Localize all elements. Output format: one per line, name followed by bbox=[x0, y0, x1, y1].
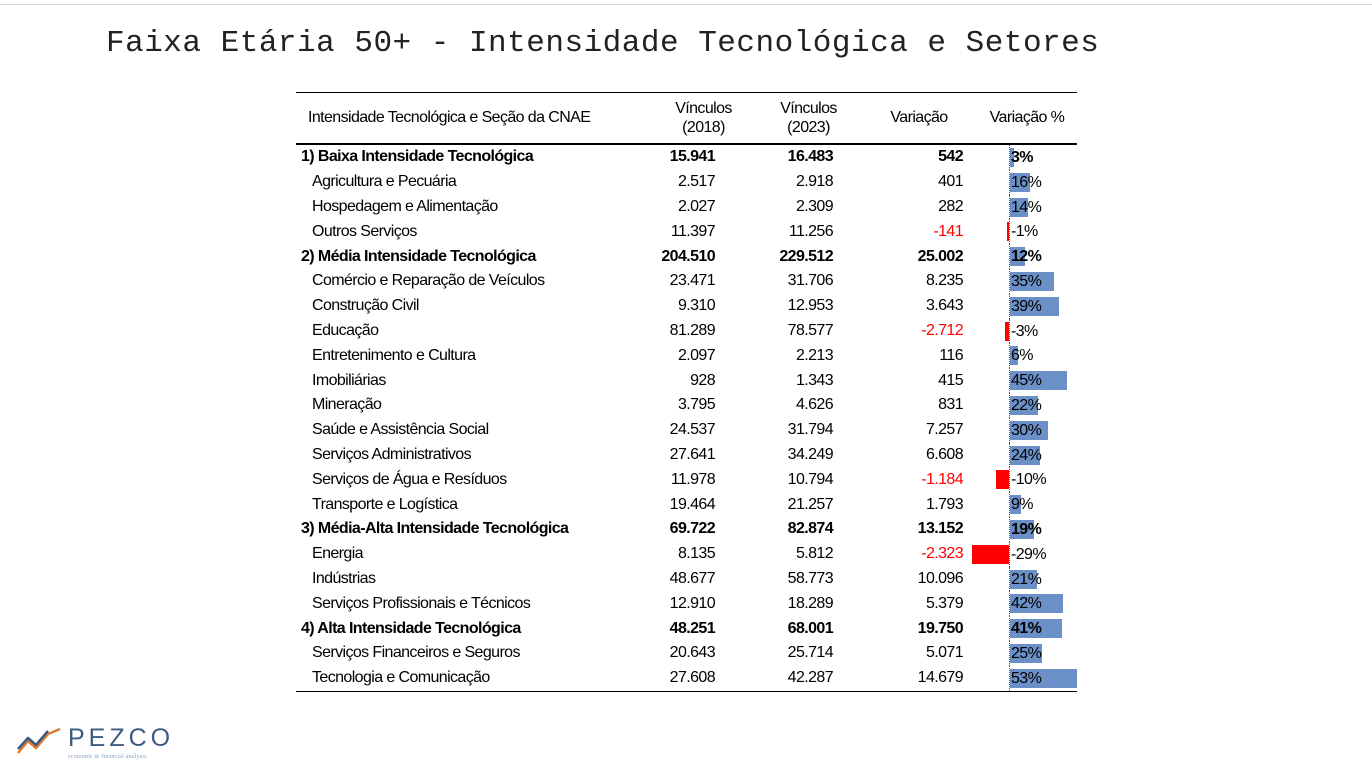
table-row bbox=[296, 343, 1077, 368]
vinculos-2018-value: 69.722 bbox=[669, 520, 715, 538]
variacao-value: -1.184 bbox=[921, 470, 963, 488]
sector-name: Mineração bbox=[312, 396, 382, 414]
sector-name: Entretenimento e Cultura bbox=[312, 346, 476, 364]
vinculos-2018-value: 2.027 bbox=[677, 197, 715, 215]
bar-zero-axis bbox=[1009, 219, 1010, 244]
variacao-value: 1.793 bbox=[925, 495, 963, 513]
group-row bbox=[296, 517, 1077, 542]
variacao-pct-cell bbox=[977, 343, 1077, 368]
variacao-pct-label: -1% bbox=[1011, 223, 1038, 241]
vinculos-2018-value: 20.643 bbox=[669, 644, 715, 662]
group-row bbox=[296, 244, 1077, 269]
vinculos-2018-value: 3.795 bbox=[677, 396, 715, 414]
variacao-pct-cell bbox=[977, 666, 1077, 691]
vinculos-2018-value: 27.608 bbox=[651, 666, 756, 691]
variacao-value: 401 bbox=[938, 173, 963, 191]
variacao-pct-cell bbox=[977, 591, 1077, 616]
table-row bbox=[296, 219, 1077, 244]
variacao-pct-cell bbox=[977, 368, 1077, 393]
variacao-pct-label: 41% bbox=[1011, 620, 1042, 638]
logo-tagline: economic & financial analysis bbox=[68, 754, 147, 760]
negative-bar bbox=[1007, 222, 1009, 241]
variacao-value: 19.750 bbox=[917, 619, 963, 637]
vinculos-2018-value: 2.517 bbox=[677, 173, 715, 191]
variacao-value: 8.235 bbox=[925, 272, 963, 290]
variacao-pct-label: 45% bbox=[1011, 372, 1042, 390]
variacao-pct-cell bbox=[977, 542, 1077, 567]
variacao-pct-label: -10% bbox=[1011, 471, 1046, 489]
header-vinculos-2018-year: (2018) bbox=[682, 119, 725, 136]
table-row bbox=[296, 492, 1077, 517]
sector-name: Indústrias bbox=[312, 569, 376, 587]
sector-name: 1) Baixa Intensidade Tecnológica bbox=[301, 148, 534, 166]
variacao-pct-cell bbox=[977, 492, 1077, 517]
vinculos-2023-value: 42.287 bbox=[756, 666, 861, 691]
logo-wordmark: PEZCO bbox=[68, 724, 175, 752]
header-vinculos-2023-year: (2023) bbox=[787, 119, 830, 136]
sector-name: Energia bbox=[312, 545, 363, 563]
header-sector: Intensidade Tecnológica e Seção da CNAE bbox=[296, 93, 651, 145]
vinculos-2023-value: 2.213 bbox=[795, 346, 833, 364]
variacao-pct-cell bbox=[977, 144, 1077, 170]
variacao-pct-cell bbox=[977, 219, 1077, 244]
sector-name: Outros Serviços bbox=[312, 222, 417, 240]
table-row bbox=[296, 393, 1077, 418]
vinculos-2023-value: 31.706 bbox=[787, 272, 833, 290]
vinculos-2018-value: 2.097 bbox=[677, 346, 715, 364]
variacao-pct-label: 14% bbox=[1011, 198, 1042, 216]
vinculos-2018-value: 23.471 bbox=[669, 272, 715, 290]
table-row bbox=[296, 467, 1077, 492]
top-divider bbox=[0, 4, 1372, 5]
bar-zero-axis bbox=[1009, 542, 1010, 567]
vinculos-2023-value: 2.309 bbox=[795, 197, 833, 215]
table-row bbox=[296, 443, 1077, 468]
variacao-value: 6.608 bbox=[925, 445, 963, 463]
vinculos-2018-value: 8.135 bbox=[677, 545, 715, 563]
variacao-value: 3.643 bbox=[925, 297, 963, 315]
variacao-pct-cell bbox=[977, 269, 1077, 294]
sector-name: Comércio e Reparação de Veículos bbox=[312, 272, 545, 290]
vinculos-2018-value: 48.251 bbox=[669, 619, 715, 637]
vinculos-2023-value: 21.257 bbox=[787, 495, 833, 513]
variacao-pct-label: 3% bbox=[1011, 149, 1033, 166]
variacao-pct-label: 6% bbox=[1011, 347, 1033, 365]
variacao-value: 116 bbox=[939, 346, 963, 364]
variacao-value: 282 bbox=[938, 197, 963, 215]
vinculos-2018-value: 48.677 bbox=[669, 569, 715, 587]
vinculos-2018-value: 24.537 bbox=[669, 421, 715, 439]
header-vinculos-2018-title: Vínculos bbox=[675, 99, 732, 117]
variacao-pct-label: -3% bbox=[1011, 322, 1038, 340]
variacao-pct-cell bbox=[977, 244, 1077, 269]
table-row bbox=[296, 591, 1077, 616]
vinculos-2018-value: 928 bbox=[690, 371, 715, 389]
sector-name: Educação bbox=[312, 321, 379, 339]
sector-name: Saúde e Assistência Social bbox=[312, 421, 489, 439]
sector-name: Tecnologia e Comunicação bbox=[296, 666, 651, 691]
variacao-value: 5.071 bbox=[925, 644, 963, 662]
variacao-value: 5.379 bbox=[925, 594, 963, 612]
page-title: Faixa Etária 50+ - Intensidade Tecnológica e Setores bbox=[106, 26, 1100, 61]
table-row bbox=[296, 195, 1077, 220]
vinculos-2023-value: 78.577 bbox=[787, 321, 833, 339]
header-vinculos-2023 bbox=[756, 93, 861, 145]
header-variacao-pct: Variação % bbox=[977, 93, 1077, 145]
header-vinculos-2018 bbox=[651, 93, 756, 145]
sector-name: Serviços Administrativos bbox=[312, 445, 471, 463]
variacao-pct-label: 53% bbox=[1011, 669, 1042, 687]
variacao-value: 13.152 bbox=[917, 520, 963, 538]
sector-name: Serviços Financeiros e Seguros bbox=[312, 644, 520, 662]
vinculos-2018-value: 11.397 bbox=[670, 222, 715, 240]
variacao-pct-cell bbox=[977, 517, 1077, 542]
trend-chart-icon bbox=[16, 726, 62, 756]
variacao-pct-cell bbox=[977, 641, 1077, 666]
variacao-pct-label: 22% bbox=[1011, 396, 1042, 414]
vinculos-2023-value: 10.794 bbox=[787, 470, 833, 488]
variacao-pct-label: 30% bbox=[1011, 421, 1042, 439]
group-row bbox=[296, 144, 1077, 170]
table-row bbox=[296, 666, 1077, 691]
variacao-value: 14.679 bbox=[861, 666, 977, 691]
variacao-value: 7.257 bbox=[925, 421, 963, 439]
sector-name: Transporte e Logística bbox=[312, 495, 458, 513]
vinculos-2023-value: 18.289 bbox=[787, 594, 833, 612]
vinculos-2023-value: 12.953 bbox=[787, 297, 833, 315]
table-row bbox=[296, 641, 1077, 666]
vinculos-2018-value: 15.941 bbox=[669, 148, 715, 166]
vinculos-2023-value: 58.773 bbox=[787, 569, 833, 587]
vinculos-2023-value: 4.626 bbox=[795, 396, 833, 414]
variacao-pct-label: -29% bbox=[1011, 545, 1046, 563]
table-row bbox=[296, 567, 1077, 592]
vinculos-2018-value: 204.510 bbox=[661, 247, 715, 265]
table-row bbox=[296, 542, 1077, 567]
header-vinculos-2023-title: Vínculos bbox=[780, 99, 837, 117]
vinculos-2023-value: 34.249 bbox=[787, 445, 833, 463]
variacao-value: 415 bbox=[938, 371, 963, 389]
vinculos-2023-value: 25.714 bbox=[787, 644, 833, 662]
vinculos-2023-value: 82.874 bbox=[787, 520, 833, 538]
vinculos-2023-value: 11.256 bbox=[788, 222, 833, 240]
variacao-pct-cell bbox=[977, 170, 1077, 195]
sector-table-container bbox=[296, 92, 1077, 692]
vinculos-2023-value: 2.918 bbox=[795, 173, 833, 191]
sector-name: Serviços de Água e Resíduos bbox=[312, 470, 507, 488]
vinculos-2023-value: 31.794 bbox=[787, 421, 833, 439]
sector-name: 4) Alta Intensidade Tecnológica bbox=[301, 619, 521, 637]
variacao-pct-label: 9% bbox=[1011, 496, 1033, 514]
table-row bbox=[296, 269, 1077, 294]
variacao-pct-label: 35% bbox=[1011, 272, 1042, 290]
variacao-value: 831 bbox=[938, 396, 963, 414]
vinculos-2018-value: 9.310 bbox=[677, 297, 715, 315]
variacao-pct-label: 24% bbox=[1011, 446, 1042, 464]
vinculos-2023-value: 229.512 bbox=[779, 247, 833, 265]
vinculos-2023-value: 16.483 bbox=[787, 148, 833, 166]
sector-name: Hospedagem e Alimentação bbox=[312, 197, 498, 215]
table-row bbox=[296, 418, 1077, 443]
variacao-value: 542 bbox=[938, 148, 963, 166]
variacao-pct-label: 39% bbox=[1011, 297, 1042, 315]
variacao-pct-cell bbox=[977, 294, 1077, 319]
negative-bar bbox=[972, 545, 1009, 564]
sector-name: Imobiliárias bbox=[312, 371, 386, 389]
variacao-pct-label: 16% bbox=[1011, 173, 1042, 191]
bar-zero-axis bbox=[1009, 319, 1010, 344]
header-variacao: Variação bbox=[861, 93, 977, 145]
variacao-pct-label: 21% bbox=[1011, 570, 1042, 588]
table-header bbox=[296, 93, 1077, 145]
table-row bbox=[296, 294, 1077, 319]
variacao-pct-cell bbox=[977, 467, 1077, 492]
vinculos-2023-value: 1.343 bbox=[795, 371, 833, 389]
variacao-pct-label: 42% bbox=[1011, 595, 1042, 613]
header-row bbox=[296, 93, 1077, 145]
group-row bbox=[296, 616, 1077, 641]
vinculos-2018-value: 12.910 bbox=[669, 594, 715, 612]
bar-zero-axis bbox=[1009, 467, 1010, 492]
variacao-pct-label: 19% bbox=[1011, 520, 1042, 538]
sector-table bbox=[296, 92, 1077, 692]
sector-name: Serviços Profissionais e Técnicos bbox=[312, 594, 531, 612]
variacao-pct-cell bbox=[977, 616, 1077, 641]
variacao-pct-cell bbox=[977, 443, 1077, 468]
vinculos-2023-value: 5.812 bbox=[795, 545, 833, 563]
variacao-pct-cell bbox=[977, 567, 1077, 592]
vinculos-2023-value: 68.001 bbox=[787, 619, 833, 637]
variacao-value: -2.323 bbox=[921, 545, 963, 563]
pezco-logo bbox=[16, 724, 176, 770]
variacao-pct-label: 12% bbox=[1011, 248, 1042, 266]
variacao-value: -2.712 bbox=[921, 321, 963, 339]
negative-bar bbox=[1005, 322, 1009, 341]
sector-name: Agricultura e Pecuária bbox=[312, 173, 457, 191]
sector-name: 3) Média-Alta Intensidade Tecnológica bbox=[301, 520, 569, 538]
table-row bbox=[296, 319, 1077, 344]
variacao-pct-cell bbox=[977, 418, 1077, 443]
negative-bar bbox=[996, 470, 1009, 489]
variacao-pct-cell bbox=[977, 393, 1077, 418]
table-row bbox=[296, 368, 1077, 393]
vinculos-2018-value: 81.289 bbox=[669, 321, 715, 339]
variacao-value: -141 bbox=[933, 222, 963, 240]
vinculos-2018-value: 11.978 bbox=[670, 470, 715, 488]
vinculos-2018-value: 27.641 bbox=[669, 445, 715, 463]
sector-name: 2) Média Intensidade Tecnológica bbox=[301, 247, 536, 265]
table-body bbox=[296, 144, 1077, 691]
variacao-pct-cell bbox=[977, 195, 1077, 220]
variacao-pct-cell bbox=[977, 319, 1077, 344]
variacao-pct-label: 25% bbox=[1011, 644, 1042, 662]
table-row bbox=[296, 170, 1077, 195]
vinculos-2018-value: 19.464 bbox=[669, 495, 715, 513]
variacao-value: 10.096 bbox=[917, 569, 963, 587]
sector-name: Construção Civil bbox=[312, 297, 419, 315]
variacao-value: 25.002 bbox=[917, 247, 963, 265]
